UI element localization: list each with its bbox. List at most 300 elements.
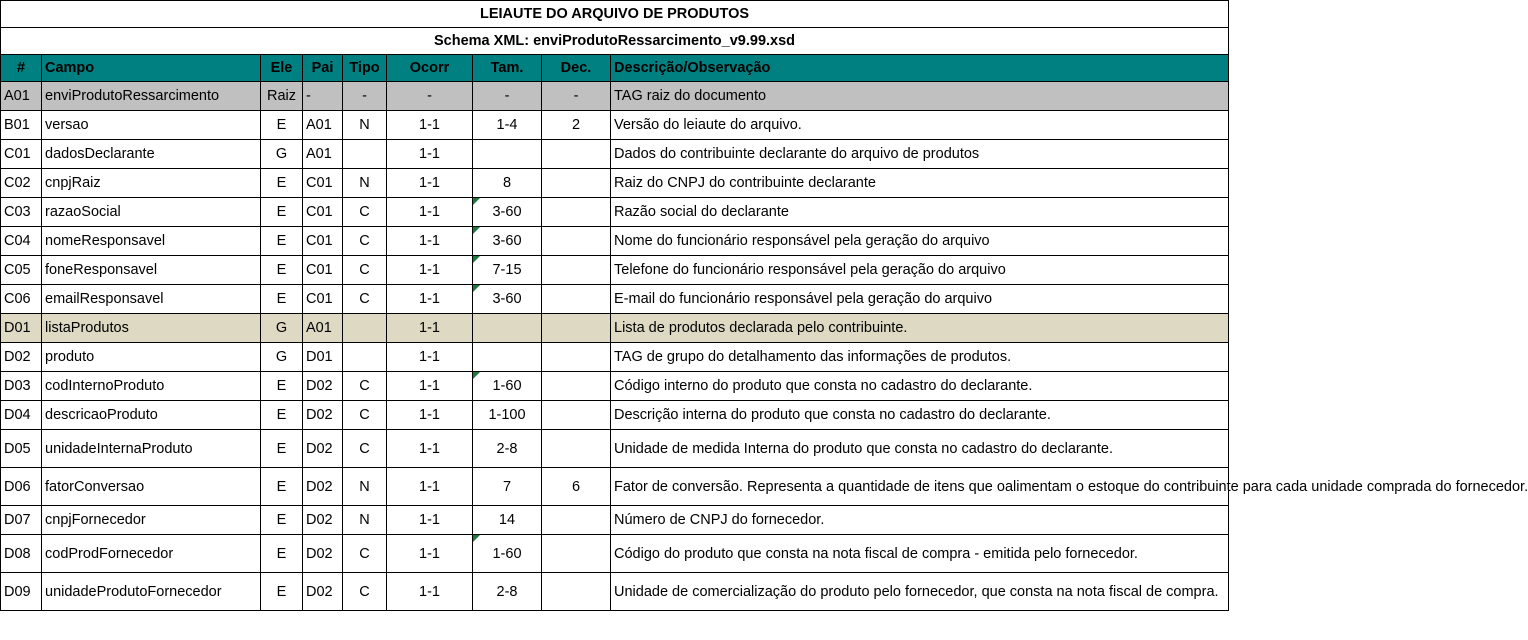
cell-pai[interactable] [303,401,343,430]
comment-marker-icon [473,535,480,542]
cell-campo[interactable] [42,169,261,198]
cell-pai-text: D02 [306,583,333,600]
cell-ele-text: E [276,512,287,528]
comment-marker-icon [473,372,480,379]
cell-tipo-text: C [359,233,370,249]
cell-tipo-text: C [359,378,370,394]
cell-tipo[interactable] [343,535,387,573]
cell-pai[interactable] [303,535,343,573]
comment-marker-icon [473,285,480,292]
cell-campo-text: cnpjRaiz [45,175,101,191]
cell-pai-text: D02 [306,378,333,394]
cell-ele-text: E [276,291,287,307]
cell-ocorr[interactable] [387,372,473,401]
cell-id-text: C02 [4,175,31,191]
cell-ocorr-text: 1-1 [419,545,440,562]
cell-tam[interactable] [473,111,542,140]
cell-descricao[interactable] [611,314,1229,343]
cell-tam-text: 7-15 [492,262,522,278]
cell-campo-text: razaoSocial [45,204,121,220]
cell-tam[interactable] [473,573,542,611]
cell-dec[interactable] [542,372,611,401]
cell-campo-text: nomeResponsavel [45,233,166,249]
cell-ocorr-text: 1-1 [419,175,440,191]
cell-pai-text: D02 [306,512,333,528]
cell-descricao-text: Lista de produtos declarada pelo contribuinte. [614,320,908,336]
cell-id-text: D09 [4,583,31,600]
cell-campo[interactable] [42,285,261,314]
cell-campo[interactable] [42,401,261,430]
cell-tipo[interactable] [343,198,387,227]
cell-ele-text: G [275,320,288,336]
cell-ocorr-text: 1-1 [419,117,440,133]
cell-pai-text: D02 [306,440,333,457]
cell-campo[interactable] [42,343,261,372]
cell-id[interactable] [1,314,42,343]
cell-campo[interactable] [42,111,261,140]
cell-descricao[interactable] [611,573,1229,611]
cell-dec[interactable] [542,227,611,256]
cell-descricao-text: Unidade de medida Interna do produto que consta no cadastro do declarante. [614,440,1113,457]
cell-dec[interactable] [542,430,611,468]
table-row [1,372,1229,401]
cell-tipo[interactable] [343,169,387,198]
cell-tam[interactable] [473,430,542,468]
cell-descricao-text: Código interno do produto que consta no cadastro do declarante. [614,378,1033,394]
cell-tam[interactable] [473,535,542,573]
cell-descricao-text: Fator de conversão. Representa a quantidade de itens que oalimentam o estoque do contribuinte para cada unidade comprada do fornecedor. [614,478,1528,495]
cell-campo-text: listaProdutos [45,320,129,336]
cell-ele[interactable] [261,372,303,401]
cell-ocorr[interactable] [387,169,473,198]
table-row [1,573,1229,611]
cell-id-text: D01 [4,320,31,336]
cell-pai[interactable] [303,285,343,314]
cell-pai-text: A01 [306,146,332,162]
cell-ele-text: E [276,478,287,495]
cell-ele[interactable] [261,573,303,611]
cell-ele[interactable] [261,169,303,198]
cell-dec[interactable] [542,573,611,611]
cell-campo[interactable] [42,198,261,227]
cell-tipo[interactable] [343,506,387,535]
cell-id[interactable] [1,227,42,256]
cell-descricao-text: Nome do funcionário responsável pela geração do arquivo [614,233,990,249]
cell-ocorr[interactable] [387,198,473,227]
cell-descricao-text: Raiz do CNPJ do contribuinte declarante [614,175,876,191]
cell-id[interactable] [1,573,42,611]
cell-tipo[interactable] [343,401,387,430]
table-row [1,535,1229,573]
cell-ocorr[interactable] [387,314,473,343]
header-descricao[interactable]: Descrição/Observação [611,55,1229,82]
cell-dec[interactable] [542,256,611,285]
cell-ocorr-text: 1-1 [419,583,440,600]
cell-ele-text: G [275,146,288,162]
cell-tam-text: 14 [498,512,516,528]
cell-dec[interactable] [542,343,611,372]
cell-tipo[interactable] [343,82,387,111]
cell-tam[interactable] [473,506,542,535]
cell-campo-text: descricaoProduto [45,407,158,423]
cell-ele[interactable] [261,256,303,285]
cell-pai[interactable] [303,169,343,198]
cell-id-text: D08 [4,545,31,562]
cell-ele-text: E [276,583,287,600]
cell-dec[interactable] [542,506,611,535]
cell-pai-text: C01 [306,291,333,307]
cell-descricao[interactable] [611,256,1229,285]
cell-id[interactable] [1,343,42,372]
cell-pai[interactable] [303,372,343,401]
cell-ele-text: E [276,175,287,191]
cell-pai[interactable] [303,111,343,140]
table-row [1,401,1229,430]
cell-dec[interactable] [542,82,611,111]
cell-tam[interactable] [473,140,542,169]
cell-tam[interactable] [473,285,542,314]
cell-tam[interactable] [473,314,542,343]
cell-descricao[interactable] [611,372,1229,401]
cell-campo-text: dadosDeclarante [45,146,155,162]
cell-tipo-text: N [359,117,370,133]
cell-tipo-text: N [359,175,370,191]
cell-descricao-text: Unidade de comercialização do produto pelo fornecedor, que consta na nota fiscal de compra. [614,583,1219,600]
cell-pai-text: - [306,88,311,104]
cell-ocorr[interactable] [387,227,473,256]
cell-dec[interactable] [542,468,611,506]
cell-campo[interactable] [42,140,261,169]
cell-campo[interactable] [42,506,261,535]
cell-descricao[interactable] [611,82,1229,111]
cell-pai[interactable] [303,198,343,227]
cell-descricao-text: TAG raiz do documento [614,88,767,104]
cell-pai[interactable] [303,256,343,285]
table-row [1,140,1229,169]
cell-ocorr[interactable] [387,430,473,468]
cell-id-text: D04 [4,407,31,423]
cell-tipo-text: C [359,204,370,220]
cell-descricao[interactable] [611,227,1229,256]
table-row [1,314,1229,343]
cell-pai[interactable] [303,227,343,256]
cell-id[interactable] [1,256,42,285]
cell-id[interactable] [1,372,42,401]
cell-ocorr-text: 1-1 [419,512,440,528]
cell-tipo[interactable] [343,227,387,256]
cell-descricao[interactable] [611,169,1229,198]
cell-dec[interactable] [542,285,611,314]
header-dec[interactable]: Dec. [542,55,611,82]
cell-ocorr-text: 1-1 [419,407,440,423]
cell-tam[interactable] [473,401,542,430]
cell-campo[interactable] [42,314,261,343]
header-number[interactable]: # [1,55,42,82]
cell-dec-text: 6 [571,478,581,495]
cell-dec[interactable] [542,401,611,430]
cell-campo[interactable] [42,256,261,285]
cell-ocorr[interactable] [387,468,473,506]
cell-descricao[interactable] [611,111,1229,140]
cell-tipo-text: C [359,291,370,307]
table-row [1,169,1229,198]
header-ocorr[interactable]: Ocorr [387,55,473,82]
cell-ele[interactable] [261,140,303,169]
cell-tipo-text: C [359,545,370,562]
cell-pai[interactable] [303,573,343,611]
cell-ele-text: E [276,204,287,220]
cell-id[interactable] [1,82,42,111]
header-ele[interactable]: Ele [261,55,303,82]
cell-ocorr[interactable] [387,140,473,169]
table-row [1,82,1229,111]
cell-tipo[interactable] [343,343,387,372]
cell-id-text: D02 [4,349,31,365]
cell-tam[interactable] [473,468,542,506]
table-row [1,285,1229,314]
cell-id-text: C05 [4,262,31,278]
cell-descricao-text: Versão do leiaute do arquivo. [614,117,802,133]
cell-campo[interactable] [42,535,261,573]
cell-ocorr[interactable] [387,535,473,573]
cell-tam-text: 2-8 [496,440,518,457]
comment-marker-icon [473,256,480,263]
cell-descricao-text: Descrição interna do produto que consta no cadastro do declarante. [614,407,1051,423]
cell-ele[interactable] [261,314,303,343]
cell-ele[interactable] [261,535,303,573]
table-row [1,111,1229,140]
cell-id[interactable] [1,430,42,468]
cell-campo-text: unidadeProdutoFornecedor [45,583,222,600]
cell-tipo-text: C [359,407,370,423]
cell-dec-text: - [573,88,579,104]
cell-pai[interactable] [303,140,343,169]
cell-id-text: A01 [4,88,30,104]
cell-tam-text: 1-4 [496,117,518,133]
cell-tipo[interactable] [343,314,387,343]
cell-id[interactable] [1,285,42,314]
cell-pai-text: D01 [306,349,333,365]
cell-ocorr[interactable] [387,506,473,535]
cell-ocorr-text: - [427,88,432,104]
cell-campo-text: foneResponsavel [45,262,158,278]
table-row [1,198,1229,227]
cell-descricao-text: Número de CNPJ do fornecedor. [614,512,825,528]
cell-descricao-text: TAG de grupo do detalhamento das informações de produtos. [614,349,1012,365]
cell-tam-text: 2-8 [496,583,518,600]
cell-ele-text: E [276,407,287,423]
cell-id[interactable] [1,198,42,227]
cell-campo-text: codProdFornecedor [45,545,174,562]
cell-ocorr[interactable] [387,573,473,611]
cell-ocorr-text: 1-1 [419,233,440,249]
cell-descricao[interactable] [611,198,1229,227]
cell-ocorr[interactable] [387,111,473,140]
cell-descricao[interactable] [611,343,1229,372]
cell-tipo[interactable] [343,468,387,506]
cell-id-text: C03 [4,204,31,220]
cell-ele-text: E [276,233,287,249]
cell-pai-text: A01 [306,117,332,133]
cell-dec[interactable] [542,140,611,169]
cell-ele[interactable] [261,82,303,111]
cell-pai[interactable] [303,343,343,372]
cell-descricao[interactable] [611,468,1528,506]
cell-descricao[interactable] [611,401,1229,430]
cell-dec[interactable] [542,198,611,227]
cell-campo-text: unidadeInternaProduto [45,440,193,457]
cell-tipo[interactable] [343,140,387,169]
cell-ele[interactable] [261,285,303,314]
cell-ocorr-text: 1-1 [419,349,440,365]
cell-descricao-text: E-mail do funcionário responsável pela geração do arquivo [614,291,993,307]
cell-dec[interactable] [542,111,611,140]
cell-id[interactable] [1,169,42,198]
cell-ele[interactable] [261,111,303,140]
cell-ele[interactable] [261,227,303,256]
cell-campo[interactable] [42,573,261,611]
cell-ocorr[interactable] [387,401,473,430]
cell-dec[interactable] [542,169,611,198]
cell-ele-text: E [276,378,287,394]
cell-tipo-text: C [359,262,370,278]
cell-ele[interactable] [261,401,303,430]
cell-ocorr[interactable] [387,343,473,372]
cell-tipo-text: N [359,478,370,495]
cell-ele[interactable] [261,198,303,227]
cell-ele-text: E [276,440,287,457]
cell-id-text: C06 [4,291,31,307]
schema-title[interactable]: Schema XML: enviProdutoRessarcimento_v9.99.xsd [1,28,1229,55]
cell-campo-text: versao [45,117,89,133]
cell-pai-text: D02 [306,407,333,423]
cell-pai-text: C01 [306,204,333,220]
cell-id[interactable] [1,535,42,573]
cell-pai[interactable] [303,506,343,535]
cell-ocorr-text: 1-1 [419,291,440,307]
cell-tipo-text: N [359,512,370,528]
cell-tam-text: 3-60 [492,204,522,220]
cell-tam[interactable] [473,227,542,256]
cell-tam[interactable] [473,198,542,227]
table-row [1,468,1229,506]
cell-descricao-text: Dados do contribuinte declarante do arquivo de produtos [614,146,980,162]
cell-campo[interactable] [42,227,261,256]
cell-ele[interactable] [261,430,303,468]
cell-pai[interactable] [303,82,343,111]
cell-pai[interactable] [303,468,343,506]
cell-descricao[interactable] [611,285,1229,314]
cell-ocorr-text: 1-1 [419,320,440,336]
cell-pai[interactable] [303,430,343,468]
table-row [1,506,1229,535]
cell-tam[interactable] [473,343,542,372]
cell-campo-text: fatorConversao [45,478,145,495]
cell-dec[interactable] [542,535,611,573]
cell-campo-text: produto [45,349,95,365]
header-pai[interactable]: Pai [303,55,343,82]
cell-campo-text: cnpjFornecedor [45,512,146,528]
cell-pai-text: C01 [306,233,333,249]
cell-descricao[interactable] [611,535,1229,573]
table-row [1,227,1229,256]
cell-ele[interactable] [261,468,303,506]
cell-tipo[interactable] [343,573,387,611]
cell-descricao-text: Telefone do funcionário responsável pela geração do arquivo [614,262,1006,278]
cell-ocorr-text: 1-1 [419,378,440,394]
cell-tipo[interactable] [343,430,387,468]
sheet-title[interactable]: LEIAUTE DO ARQUIVO DE PRODUTOS [1,1,1229,28]
cell-campo[interactable] [42,430,261,468]
cell-id[interactable] [1,111,42,140]
header-row [1,55,1229,82]
cell-campo[interactable] [42,468,261,506]
cell-ocorr[interactable] [387,82,473,111]
cell-campo[interactable] [42,82,261,111]
cell-pai[interactable] [303,314,343,343]
cell-descricao[interactable] [611,430,1229,468]
cell-id-text: D07 [4,512,31,528]
cell-tam-text: 3-60 [492,233,522,249]
cell-ele-text: Raiz [266,88,296,104]
header-campo[interactable]: Campo [42,55,261,82]
cell-ele[interactable] [261,506,303,535]
cell-tipo-text: C [359,440,370,457]
cell-dec[interactable] [542,314,611,343]
cell-campo-text: codInternoProduto [45,378,165,394]
cell-id[interactable] [1,140,42,169]
cell-tam[interactable] [473,82,542,111]
cell-tipo[interactable] [343,372,387,401]
cell-campo[interactable] [42,372,261,401]
cell-tam-text: 1-60 [492,545,522,562]
cell-ele-text: E [276,262,287,278]
cell-dec-text: 2 [571,117,581,133]
cell-tipo[interactable] [343,111,387,140]
table-row [1,256,1229,285]
cell-pai-text: A01 [306,320,332,336]
cell-ocorr-text: 1-1 [419,478,440,495]
cell-ocorr[interactable] [387,256,473,285]
cell-tipo[interactable] [343,256,387,285]
cell-ele-text: E [276,117,287,133]
cell-descricao-text: Razão social do declarante [614,204,789,220]
cell-tam[interactable] [473,169,542,198]
cell-id-text: D06 [4,478,31,495]
cell-id[interactable] [1,506,42,535]
cell-ocorr[interactable] [387,285,473,314]
header-tam[interactable]: Tam. [473,55,542,82]
cell-ocorr-text: 1-1 [419,262,440,278]
cell-ele[interactable] [261,343,303,372]
cell-tam-text: - [504,88,510,104]
header-tipo[interactable]: Tipo [343,55,387,82]
cell-ele-text: E [276,545,287,562]
table-row [1,430,1229,468]
cell-tipo[interactable] [343,285,387,314]
cell-pai-text: D02 [306,545,333,562]
cell-tam[interactable] [473,372,542,401]
cell-ocorr-text: 1-1 [419,440,440,457]
comment-marker-icon [473,198,480,205]
cell-id[interactable] [1,401,42,430]
cell-pai-text: C01 [306,175,333,191]
cell-descricao[interactable] [611,140,1229,169]
cell-descricao[interactable] [611,506,1229,535]
cell-tam[interactable] [473,256,542,285]
cell-tipo-text: - [362,88,367,104]
cell-id[interactable] [1,468,42,506]
